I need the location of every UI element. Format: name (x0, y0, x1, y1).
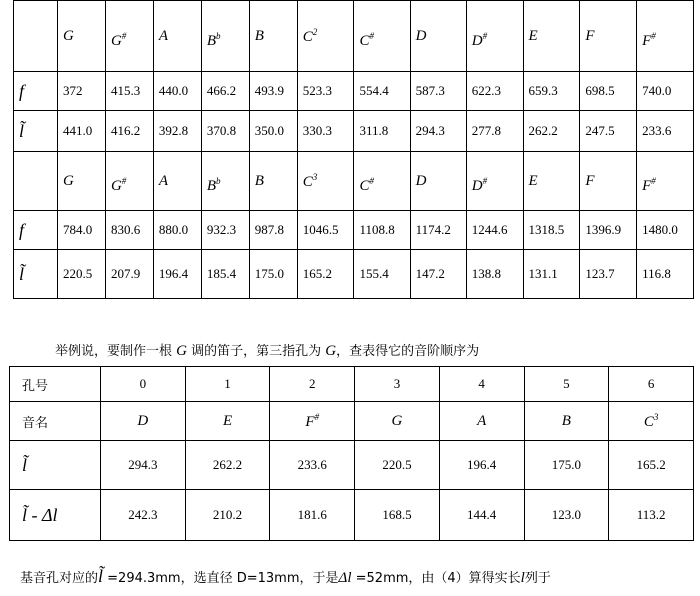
note-cell-label (110, 30, 127, 49)
note-cell-base: D (415, 27, 427, 44)
note-cell (580, 152, 637, 211)
note-cell (410, 152, 466, 211)
length-cell: 185.4 (201, 250, 249, 299)
caption-text-b: 调的笛子，第三指孔为 (186, 344, 326, 359)
caption-key: G (176, 343, 187, 359)
frequency-cell: 740.0 (637, 72, 694, 111)
frequency-cell: 372 (58, 72, 106, 111)
note-cell-accidental: # (651, 175, 656, 186)
note-cell-base: G (110, 177, 122, 194)
note-name-cell-label (305, 411, 320, 430)
length-cell: 123.7 (580, 250, 637, 299)
length-cell: 392.8 (153, 111, 201, 152)
note-cell-label (642, 30, 656, 49)
note-cell-base: B (254, 172, 264, 189)
note-cell-base: B (254, 27, 264, 44)
note-name-cell-label (137, 413, 148, 429)
frequency-cell: 784.0 (58, 211, 106, 250)
length-cell: 196.4 (439, 441, 524, 490)
footer-text-3: =52mm，由（4）算得实长 (351, 571, 521, 586)
note-cell-label (585, 28, 594, 44)
note-cell-accidental: # (369, 30, 374, 41)
actual-length-header (10, 490, 101, 541)
note-name-cell-base: D (137, 412, 149, 429)
frequency-cell: 1396.9 (580, 211, 637, 250)
length-cell: 233.6 (637, 111, 694, 152)
hole-scale-table (9, 366, 694, 541)
note-cell-accidental: # (121, 30, 127, 41)
note-cell (105, 152, 153, 211)
symbol-l-tilde: l̃ (22, 454, 28, 475)
frequency-cell: 622.3 (466, 72, 523, 111)
note-cell-label (359, 30, 374, 49)
note-cell-accidental: 2 (312, 26, 318, 37)
note-cell-base: A (158, 27, 169, 44)
length-cell: 294.3 (101, 441, 186, 490)
note-cell-base: D (471, 32, 483, 49)
note-cell-label (359, 175, 374, 194)
length-cell: 416.2 (105, 111, 153, 152)
note-name-cell (609, 402, 694, 441)
note-cell-accidental: # (369, 175, 374, 186)
length-cell: 138.8 (466, 250, 523, 299)
symbol-f: f (19, 80, 25, 101)
length-cell: 175.0 (249, 250, 297, 299)
note-cell-label (63, 28, 74, 44)
frequency-cell: 932.3 (201, 211, 249, 250)
note-cell-base: F (585, 27, 595, 44)
note-cell (153, 1, 201, 72)
note-cell-accidental: # (121, 175, 127, 186)
row-label-f (14, 72, 58, 111)
frequency-cell: 1318.5 (523, 211, 580, 250)
note-cell (354, 152, 410, 211)
caption-text-c: ，查表得它的音阶顺序为 (336, 344, 480, 359)
length-row (14, 111, 694, 152)
note-cell-label (471, 30, 488, 49)
note-name-cell-base: A (477, 412, 487, 429)
note-cell (58, 1, 106, 72)
length-cell: 175.0 (524, 441, 609, 490)
note-cell-label (416, 173, 427, 189)
length-cell: 233.6 (270, 441, 355, 490)
corner-cell (14, 1, 58, 72)
actual-length-row (10, 490, 694, 541)
note-cell-base: D (471, 177, 483, 194)
length-cell: 370.8 (201, 111, 249, 152)
note-cell-base: F (642, 177, 652, 194)
note-cell (297, 152, 354, 211)
length-cell: 262.2 (185, 441, 270, 490)
footer-text (20, 566, 551, 587)
note-cell-accidental: # (482, 175, 488, 186)
hole-number-cell: 4 (439, 367, 524, 402)
note-cell (249, 152, 297, 211)
note-cell-accidental: # (482, 30, 488, 41)
note-cell (580, 1, 637, 72)
length-cell: 277.8 (466, 111, 523, 152)
note-name-cell-label (643, 411, 659, 430)
note-cell (58, 152, 106, 211)
length-cell: 165.2 (609, 441, 694, 490)
hole-number-cell: 3 (355, 367, 440, 402)
note-cell (297, 1, 354, 72)
example-caption (55, 340, 479, 360)
note-cell-label (585, 173, 594, 189)
footer-symbol-l: l (520, 570, 525, 586)
length-cell: 165.2 (297, 250, 354, 299)
note-cell (466, 1, 523, 72)
note-cell-base: C (302, 28, 313, 45)
length-header (10, 441, 101, 490)
actual-length-cell: 210.2 (185, 490, 270, 541)
note-name-cell-base: E (222, 412, 233, 429)
note-cell-base: E (528, 172, 538, 189)
actual-length-cell: 181.6 (270, 490, 355, 541)
note-cell (201, 1, 249, 72)
frequency-row (14, 211, 694, 250)
note-name-row (10, 402, 694, 441)
note-cell (201, 152, 249, 211)
note-cell-label (206, 30, 221, 49)
frequency-cell: 1174.2 (410, 211, 466, 250)
hole-number-cell: 2 (270, 367, 355, 402)
length-cell: 311.8 (354, 111, 410, 152)
note-cell (410, 1, 466, 72)
hole-number-row (10, 367, 694, 402)
actual-length-cell: 242.3 (101, 490, 186, 541)
note-cell-label (642, 175, 656, 194)
frequency-cell: 659.3 (523, 72, 580, 111)
length-cell: 262.2 (523, 111, 580, 152)
length-cell: 207.9 (105, 250, 153, 299)
caption-hole: G (325, 343, 337, 359)
actual-length-cell: 113.2 (609, 490, 694, 541)
frequency-cell: 1480.0 (637, 211, 694, 250)
row-label-l (14, 250, 58, 299)
note-name-cell-base: C (643, 413, 654, 430)
frequency-row (14, 72, 694, 111)
note-cell (354, 1, 410, 72)
note-cell-accidental: b (215, 175, 221, 186)
caption-text-a: 举例说，要制作一根 (55, 344, 177, 359)
hole-number-header: 孔号 (10, 367, 101, 402)
length-cell: 155.4 (354, 250, 410, 299)
note-cell-base: G (110, 32, 122, 49)
length-cell: 220.5 (58, 250, 106, 299)
actual-length-cell: 123.0 (524, 490, 609, 541)
note-cell-label (302, 26, 318, 45)
length-cell: 147.2 (410, 250, 466, 299)
note-cell-label (529, 173, 538, 189)
frequency-cell: 1108.8 (354, 211, 410, 250)
note-cell-base: C (359, 177, 370, 194)
footer-symbol-l-tilde: l̃ (98, 566, 104, 586)
length-cell: 116.8 (637, 250, 694, 299)
frequency-cell: 466.2 (201, 72, 249, 111)
footer-text-4: 列于 (524, 571, 551, 586)
frequency-cell: 440.0 (153, 72, 201, 111)
note-name-cell-label (392, 413, 403, 429)
frequency-cell: 830.6 (105, 211, 153, 250)
length-cell: 330.3 (297, 111, 354, 152)
note-cell-label (110, 175, 127, 194)
note-name-cell-base: B (561, 412, 571, 429)
note-cell (249, 1, 297, 72)
length-row (10, 441, 694, 490)
note-name-cell-accidental: # (314, 411, 320, 422)
note-name-cell (270, 402, 355, 441)
frequency-cell: 415.3 (105, 72, 153, 111)
length-row (14, 250, 694, 299)
note-cell-label (63, 173, 74, 189)
note-cell-base: G (63, 27, 74, 44)
frequency-cell: 1244.6 (466, 211, 523, 250)
note-cell (523, 1, 580, 72)
frequency-cell: 698.5 (580, 72, 637, 111)
length-cell: 247.5 (580, 111, 637, 152)
note-cell-base: G (63, 172, 74, 189)
note-cell-accidental: # (651, 30, 656, 41)
note-cell-label (471, 175, 488, 194)
note-cell (523, 152, 580, 211)
note-cell (105, 1, 153, 72)
note-cell-base: E (528, 27, 538, 44)
length-cell: 350.0 (249, 111, 297, 152)
note-cell (466, 152, 523, 211)
frequency-cell: 493.9 (249, 72, 297, 111)
note-name-cell (355, 402, 440, 441)
note-cell-base: F (585, 172, 595, 189)
length-cell: 196.4 (153, 250, 201, 299)
note-name-cell-base: F (305, 413, 315, 430)
note-cell-accidental: b (215, 30, 221, 41)
frequency-length-table (13, 0, 694, 299)
row-label-f (14, 211, 58, 250)
note-cell-base: B (206, 177, 216, 194)
footer-text-1: 基音孔对应的 (20, 571, 99, 586)
length-cell: 220.5 (355, 441, 440, 490)
length-cell: 294.3 (410, 111, 466, 152)
note-cell-label (255, 173, 264, 189)
note-cell-label (529, 28, 538, 44)
symbol-l-tilde: l̃ (19, 263, 25, 284)
note-cell (637, 1, 694, 72)
corner-cell (14, 152, 58, 211)
note-cell (153, 152, 201, 211)
note-cell-label (159, 28, 168, 44)
row-label-l (14, 111, 58, 152)
note-name-cell (439, 402, 524, 441)
hole-number-cell: 5 (524, 367, 609, 402)
note-cell-base: F (642, 32, 652, 49)
note-cell-accidental: 3 (312, 171, 318, 182)
note-name-cell-base: G (391, 412, 403, 429)
note-name-cell-label (562, 413, 571, 429)
note-row (14, 152, 694, 211)
note-cell-base: C (302, 173, 313, 190)
symbol-f: f (19, 219, 25, 240)
frequency-cell: 554.4 (354, 72, 410, 111)
note-name-cell (101, 402, 186, 441)
note-name-cell-accidental: 3 (653, 411, 659, 422)
frequency-cell: 587.3 (410, 72, 466, 111)
actual-length-cell: 144.4 (439, 490, 524, 541)
hole-number-cell: 6 (609, 367, 694, 402)
note-cell-base: C (359, 32, 370, 49)
frequency-cell: 1046.5 (297, 211, 354, 250)
note-name-header: 音名 (10, 402, 101, 441)
note-cell-label (206, 175, 221, 194)
note-cell-label (255, 28, 264, 44)
footer-text-2: =294.3mm，选直径 D=13mm，于是 (103, 571, 339, 586)
note-cell (637, 152, 694, 211)
frequency-cell: 987.8 (249, 211, 297, 250)
note-cell-base: A (158, 172, 169, 189)
symbol-l-tilde: l̃ (19, 120, 25, 141)
note-cell-label (302, 171, 318, 190)
note-cell-label (159, 173, 168, 189)
footer-symbol-delta-l: Δl (338, 570, 352, 586)
hole-number-cell: 0 (101, 367, 186, 402)
note-name-cell-label (477, 413, 486, 429)
actual-length-cell: 168.5 (355, 490, 440, 541)
note-cell-label (416, 28, 427, 44)
note-cell-base: B (206, 32, 216, 49)
hole-number-cell: 1 (185, 367, 270, 402)
note-cell-base: D (415, 172, 427, 189)
frequency-cell: 523.3 (297, 72, 354, 111)
note-name-cell (185, 402, 270, 441)
symbol-l-minus-delta: l̃ - Δl (22, 504, 58, 525)
length-cell: 441.0 (58, 111, 106, 152)
length-cell: 131.1 (523, 250, 580, 299)
frequency-cell: 880.0 (153, 211, 201, 250)
note-name-cell (524, 402, 609, 441)
note-row (14, 1, 694, 72)
note-name-cell-label (223, 413, 232, 429)
